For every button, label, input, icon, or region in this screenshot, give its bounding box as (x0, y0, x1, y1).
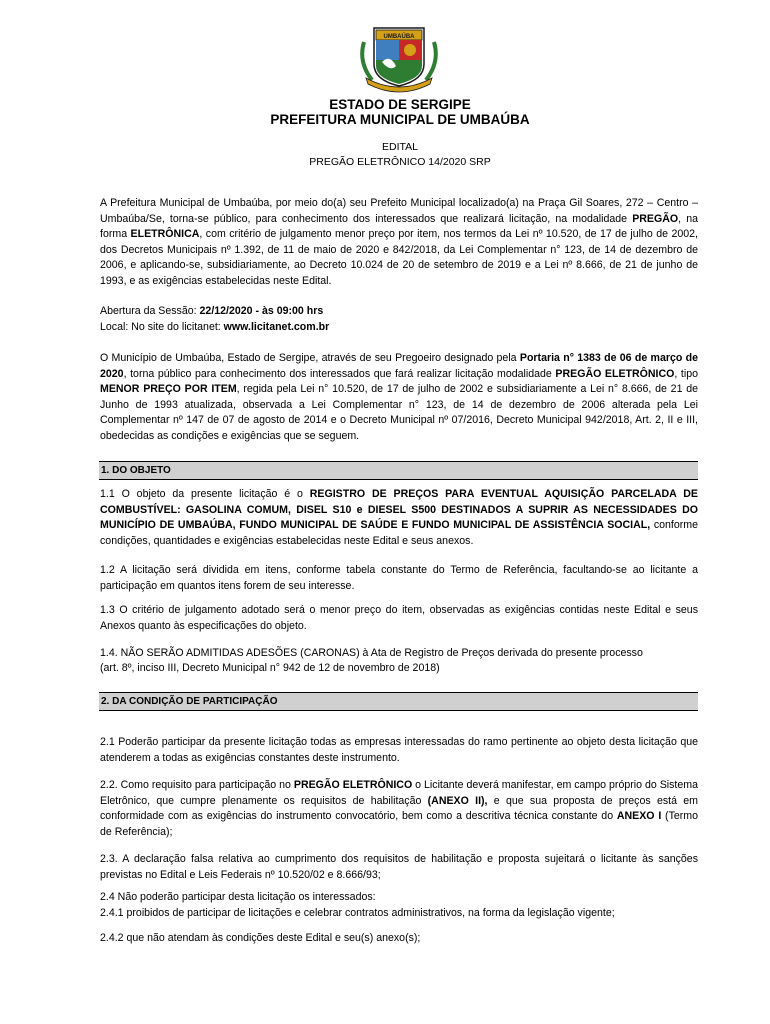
clause-1-2: 1.2 A licitação será dividida em itens, conforme tabela constante do Termo de Referência, facultando-se ao licitante a participação em quantos itens forem de seu interesse. (100, 564, 698, 592)
city-title: PREFEITURA MUNICIPAL DE UMBAÚBA (270, 112, 530, 127)
header-block (100, 97, 700, 127)
intro-paragraph: A Prefeitura Municipal de Umbaúba, por meio do(a) seu Prefeito Municipal localizado(a) na Praça Gil Soares, 272 – Centro – Umbaúba/Se, torna-se público, para conhecimento dos interessados que realizará licitação, na modalidade PREGÃO, na forma ELETRÔNICA, com critério de julgamento menor preço por item, nos termos da Lei nº 10.520, de 17 de julho de 2002, dos Decretos Municipais nº 1.392, de 11 de maio de 2020 e 842/2018, da Lei Complementar n° 123, de 14 de dezembro de 2006, e aplicando-se, subsidiariamente, ao Decreto 10.024 de 20 de setembro de 2019 e a Lei nº 8.666, de 21 de junho de 1993, e as exigências estabelecidas neste Edital. (100, 197, 699, 287)
clause-2-3: 2.3. A declaração falsa relativa ao cumprimento dos requisitos de habilitação e proposta sujeitará o licitante às sanções previstas no Edital e Leis Federais nº 10.520/02 e 8.666/93; (100, 853, 698, 881)
section-2-heading: 2. DA CONDIÇÃO DE PARTICIPAÇÃO (99, 692, 698, 711)
clause-1-1: 1.1 O objeto da presente licitação é o REGISTRO DE PREÇOS PARA EVENTUAL AQUISIÇÃO PARCELADA DE COMBUSTÍVEL: GASOLINA COMUM, DISEL S10 e DIESEL S500 DESTINADOS A SUPRIR AS NECESSIDADES DO MUNICÍPIO DE UMBAÚBA, FUNDO MUNICIPAL DE SAÚDE E FUNDO MUNICIPAL DE ASSISTÊNCIA SOCIAL, conforme condições, quantidades e exigências estabelecidas neste Edital e seus anexos. (100, 488, 698, 547)
edital-block (100, 140, 700, 170)
clause-2-1: 2.1 Poderão participar da presente licitação todas as empresas interessadas do ramo pertinente ao objeto desta licitação que atenderem a todas as exigências constantes deste instrumento. (100, 736, 698, 764)
municipality-paragraph: O Município de Umbaúba, Estado de Sergipe, através de seu Pregoeiro designado pela Portaria n° 1383 de 06 de março de 2020, torna público para conhecimento dos interessados que fará realizar licitação modalidade PREGÃO ELETRÔNICO, tipo MENOR PREÇO POR ITEM, regida pela Lei n° 10.520, de 17 de julho de 2002 e subsidiariamente a Lei n° 8.666, de 21 de Junho de 1993 atualizada, observada a Lei Complementar n° 123, de 14 de dezembro de 2006 alterada pela Lei Complementar nº 147 de 07 de agosto de 2014 e o Decreto Municipal nº 07/2016, Decreto Municipal 942/2018, Art. 2, II e III, obedecidas as condições e exigências que se seguem. (100, 352, 699, 442)
clause-2-4-2: 2.4.2 que não atendam às condições deste Edital e seu(s) anexo(s); (100, 932, 421, 944)
crest-banner-text: UMBAÚBA (383, 34, 415, 40)
section-1-heading: 1. DO OBJETO (99, 461, 698, 480)
clause-1-4-line-2: (art. 8º, inciso III, Decreto Municipal n° 942 de 12 de novembro de 2018) (100, 662, 440, 674)
edital-label: EDITAL (382, 141, 418, 153)
licitanet-link[interactable]: www.licitanet.com.br (223, 321, 330, 333)
clause-2-4: 2.4 Não poderão participar desta licitação os interessados: (100, 891, 376, 903)
municipal-crest-icon (356, 22, 442, 94)
session-location: Local: No site do licitanet: www.licitanet.com.br (100, 321, 330, 333)
clause-2-4-1: 2.4.1 proibidos de participar de licitações e celebrar contratos administrativos, na forma da legislação vigente; (100, 907, 615, 919)
session-opening: Abertura da Sessão: 22/12/2020 - às 09:00 hrs (100, 305, 324, 317)
pregao-label: PREGÃO ELETRÔNICO 14/2020 SRP (309, 156, 491, 168)
clause-1-3: 1.3 O critério de julgamento adotado será o menor preço do item, observadas as exigências contidas neste Edital e seus Anexos quanto às especificações do objeto. (100, 604, 698, 632)
crest-sky (376, 40, 399, 60)
crest-fruit (404, 44, 416, 56)
clause-2-2: 2.2. Como requisito para participação no PREGÃO ELETRÔNICO o Licitante deverá manifestar, em campo próprio do Sistema Eletrônico, que cumpre plenamente os requisitos de habilitação (ANEXO II), e que sua proposta de preços está em conformidade com as exigências do instrumento convocatório, bem como a descritiva técnica constante do ANEXO I (Termo de Referência); (100, 779, 698, 838)
clause-1-4-line-1: 1.4. NÃO SERÃO ADMITIDAS ADESÕES (CARONAS) à Ata de Registro de Preços derivada do presente processo (100, 647, 643, 659)
state-title: ESTADO DE SERGIPE (329, 97, 471, 112)
